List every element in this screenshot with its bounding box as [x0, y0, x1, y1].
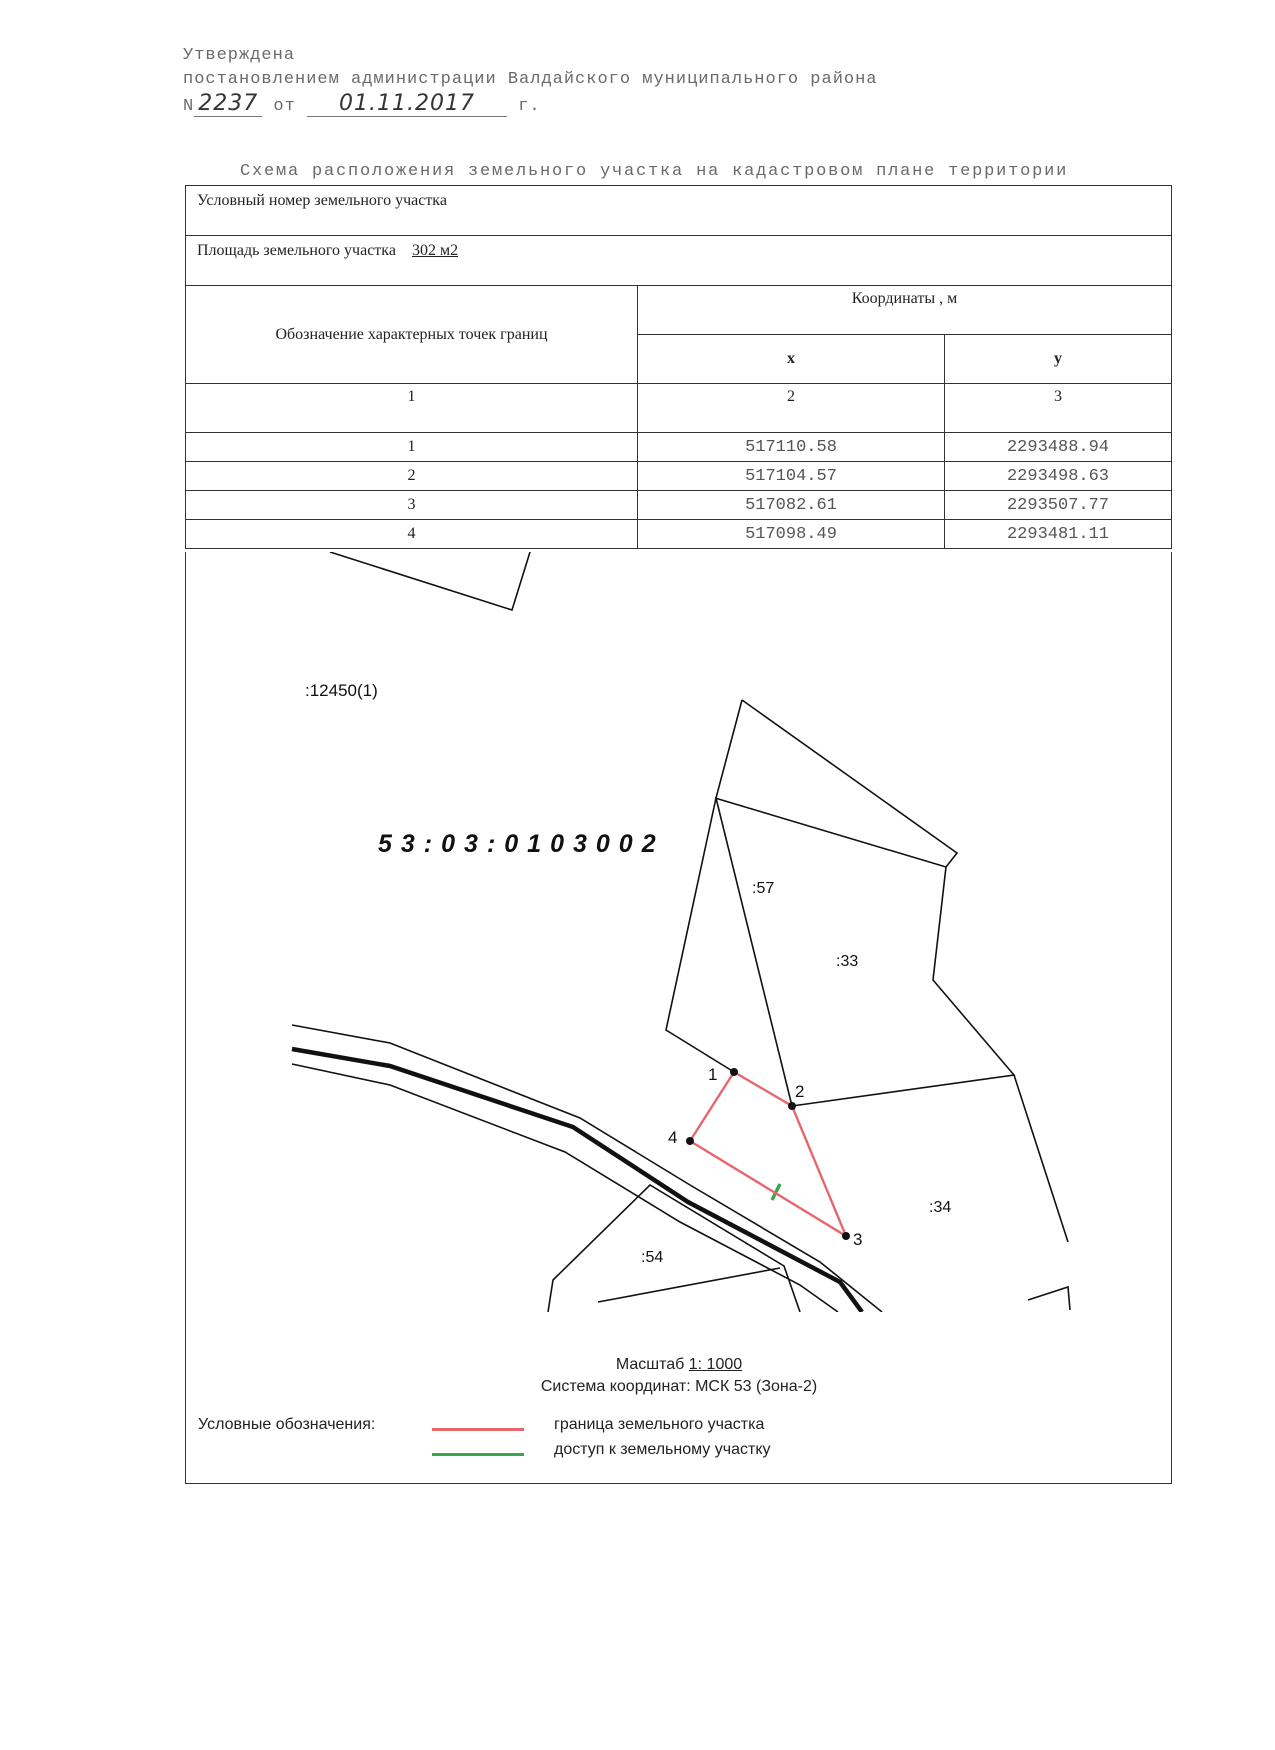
quarter-number: 53:03:0103002	[378, 830, 665, 858]
parcel-34-label: :34	[929, 1199, 952, 1216]
parcel-12450-boundary	[330, 552, 530, 610]
cadastral-map	[186, 552, 1171, 1312]
vertex-4	[686, 1137, 694, 1145]
parcel-33-boundary	[715, 700, 957, 867]
table-row	[186, 520, 1172, 549]
vertex-2	[788, 1102, 796, 1110]
parcel-info-table	[185, 185, 1172, 549]
vertex-label-2: 2	[795, 1082, 805, 1101]
point-y: 2293507.77	[945, 491, 1172, 520]
point-id: 1	[186, 433, 638, 462]
parcel-57-inner	[716, 798, 792, 1106]
vertex-3	[842, 1232, 850, 1240]
coordinate-system: Система координат: МСК 53 (Зона-2)	[540, 1378, 818, 1395]
scale-line	[186, 1354, 1172, 1376]
parcel-33-east	[792, 867, 1014, 1106]
parcel-34-boundary	[1014, 1075, 1068, 1242]
legend-boundary-swatch	[432, 1428, 524, 1431]
parcel-12450-label: :12450(1)	[305, 681, 378, 700]
parcel-57-label: :57	[752, 880, 775, 897]
vertex-label-3: 3	[853, 1230, 863, 1249]
parcel-54-inner	[598, 1268, 780, 1302]
point-x: 517098.49	[638, 520, 945, 549]
points-header: Обозначение характерных точек границ	[186, 286, 638, 384]
table-row	[186, 491, 1172, 520]
area-cell	[186, 236, 1172, 286]
approval-header	[183, 44, 878, 119]
table-row	[186, 433, 1172, 462]
point-id: 2	[186, 462, 638, 491]
decree-date: 01.11.2017	[307, 92, 507, 117]
area-value: 302 м2	[411, 242, 459, 259]
legend-boundary-label: граница земельного участка	[554, 1416, 765, 1433]
vertex-label-4: 4	[668, 1128, 678, 1147]
number-prefix: N	[183, 97, 195, 116]
document-title: Схема расположения земельного участка на кадастровом плане территории	[240, 162, 1069, 181]
scale-block	[186, 1354, 1172, 1398]
parcel-33-label: :33	[836, 953, 859, 970]
y-header: y	[945, 335, 1172, 384]
point-y: 2293481.11	[945, 520, 1172, 549]
parcel-34-corner	[1028, 1287, 1070, 1310]
conditional-number-cell: Условный номер земельного участка	[186, 186, 1172, 236]
point-x: 517104.57	[638, 462, 945, 491]
point-y: 2293488.94	[945, 433, 1172, 462]
col-number-3: 3	[945, 384, 1172, 433]
point-id: 3	[186, 491, 638, 520]
area-label: Площадь земельного участка	[197, 242, 396, 259]
col-number-1: 1	[186, 384, 638, 433]
scale-value: 1: 1000	[688, 1356, 743, 1373]
point-x: 517110.58	[638, 433, 945, 462]
table-row	[186, 462, 1172, 491]
decree-number-line	[183, 92, 878, 119]
point-id: 4	[186, 520, 638, 549]
parcel-54-boundary	[548, 1185, 800, 1312]
legend-title: Условные обозначения:	[198, 1416, 376, 1433]
vertex-label-1: 1	[708, 1065, 718, 1084]
legend-access-swatch	[432, 1453, 524, 1456]
from-label: от	[273, 97, 296, 116]
coords-header: Координаты , м	[638, 286, 1172, 335]
vertex-1	[730, 1068, 738, 1076]
decree-number: 2237	[194, 91, 262, 117]
legend-access-label: доступ к земельному участку	[554, 1441, 771, 1458]
road-edge-outer-1	[292, 1025, 882, 1312]
road-edge-outer-2	[292, 1064, 838, 1312]
parcel-57-boundary	[666, 700, 742, 1072]
point-x: 517082.61	[638, 491, 945, 520]
parcel-54-label: :54	[641, 1249, 664, 1266]
land-plot-boundary	[690, 1072, 846, 1236]
point-y: 2293498.63	[945, 462, 1172, 491]
scale-label: Масштаб	[615, 1356, 685, 1373]
x-header: x	[638, 335, 945, 384]
year-suffix: г.	[518, 97, 541, 116]
decree-label: постановлением администрации Валдайского муниципального района	[183, 70, 878, 89]
approved-label: Утверждена	[183, 46, 296, 65]
col-number-2: 2	[638, 384, 945, 433]
